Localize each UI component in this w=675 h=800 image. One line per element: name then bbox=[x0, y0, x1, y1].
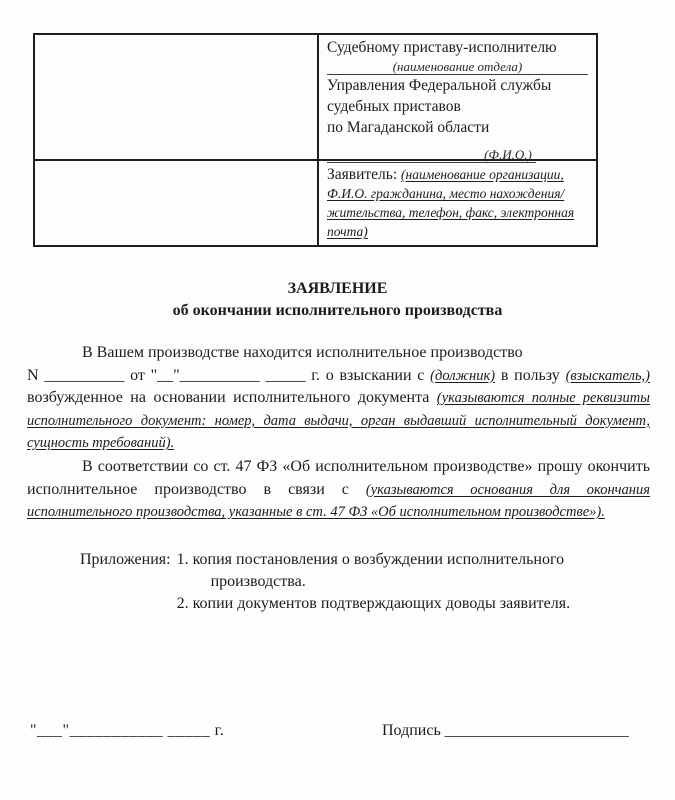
title-line2: об окончании исполнительного производства bbox=[172, 302, 503, 319]
debtor-hint: (должник) bbox=[430, 367, 496, 384]
signature-line bbox=[382, 720, 629, 742]
recipient-org-line3: по Магаданской области bbox=[327, 119, 490, 136]
document-title bbox=[0, 278, 675, 322]
attachments-label: Приложения: bbox=[80, 551, 171, 568]
applicant-cell bbox=[317, 159, 596, 245]
p1-in-favor: в пользу bbox=[495, 366, 566, 384]
attachment-item: 1. копия постановления о возбуждении исполнительного производства. bbox=[176, 551, 565, 590]
attachment-item: 2. копии документов подтверждающих доводы заявителя. bbox=[176, 595, 571, 612]
applicant-label: Заявитель: bbox=[327, 166, 402, 183]
header-table-empty-cell-top bbox=[35, 35, 317, 159]
doc-details-hint: (указываются полные реквизиты исполнительного документ: номер, дата выдачи, орган выдавший исполнительный документ, сущность требований). bbox=[27, 390, 650, 451]
header-table-empty-cell-bottom bbox=[35, 159, 317, 245]
claimant-hint: (взыскатель,) bbox=[565, 367, 650, 384]
footer-date-blank: "___"___________ _____ г. bbox=[30, 722, 225, 739]
fio-hint: (Ф.И.О.) bbox=[484, 147, 532, 162]
recipient-org-line1: Управления Федеральной службы bbox=[327, 77, 552, 94]
department-blank-line bbox=[327, 58, 588, 75]
recipient-org-line2: судебных приставов bbox=[327, 98, 461, 115]
title-line1: ЗАЯВЛЕНИЕ bbox=[287, 280, 388, 297]
department-hint: (наименование отдела) bbox=[392, 59, 523, 74]
recipient-to-line: Судебному приставу-исполнителю bbox=[327, 39, 557, 56]
signature-blank: _______________________ bbox=[444, 722, 629, 739]
p1-initiated: возбужденное на основании исполнительного документа bbox=[27, 389, 437, 406]
p1-intro: В Вашем производстве находится исполнительное производство bbox=[82, 344, 523, 361]
signature-label: Подпись bbox=[382, 722, 445, 739]
grounds-hint: (указываются основания для окончания исполнительного производства, указанные в ст. 47 ФЗ «Об исполнительном производстве»). bbox=[27, 481, 650, 520]
attachments-list bbox=[177, 549, 625, 615]
header-table bbox=[33, 33, 598, 247]
p1-case-line: N __________ от "__"__________ _____ г. о взыскании с bbox=[27, 366, 431, 384]
recipient-cell bbox=[317, 35, 596, 162]
p2-request: В соответствии со ст. 47 ФЗ «Об исполнительном производстве» прошу окончить исполнительное производство в связи с bbox=[27, 458, 650, 498]
paragraph-proceeding bbox=[27, 342, 650, 455]
attachments-section bbox=[80, 549, 625, 615]
paragraph-request bbox=[27, 456, 650, 524]
applicant-details-hint: (наименование организации, Ф.И.О. гражданина, место нахождения/жительства, телефон, факс, электронная почта) bbox=[327, 167, 575, 239]
